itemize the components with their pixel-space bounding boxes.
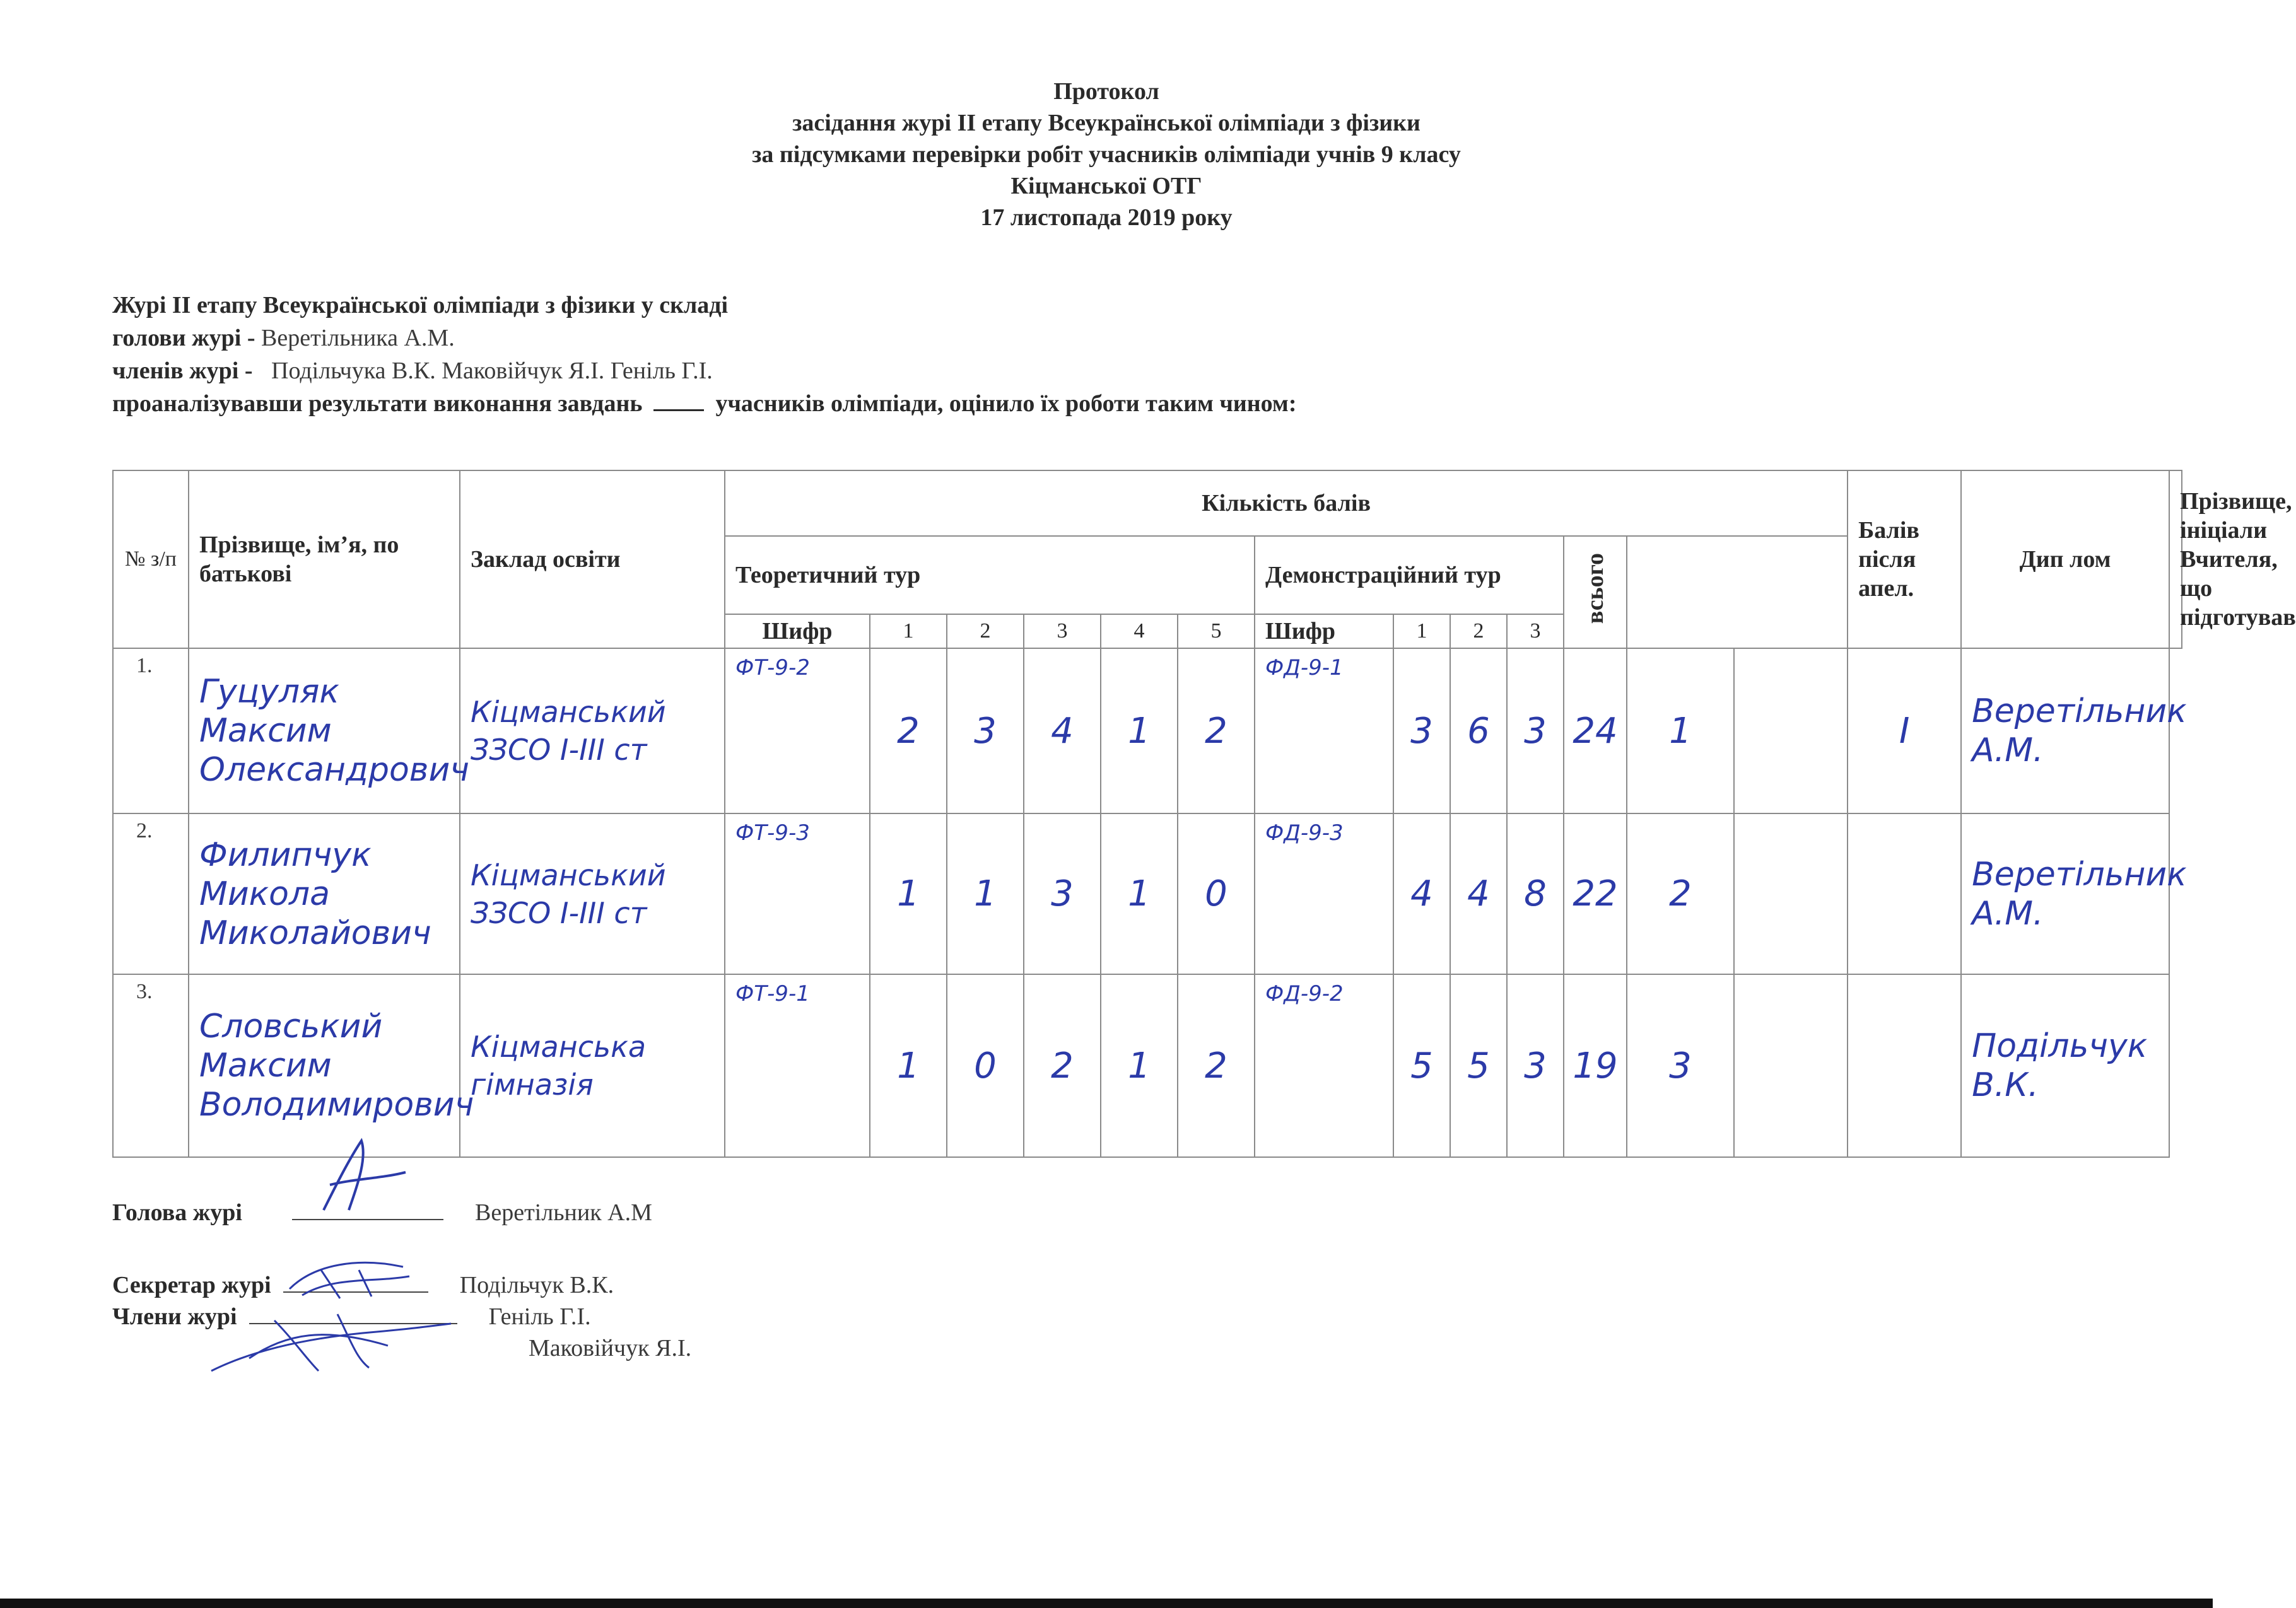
demo-score-3: 3 [1507,974,1564,1157]
demo-cipher: ФД-9-1 [1255,648,1393,813]
header-diploma: Дип лом [1961,470,2169,648]
theory-score-2: 0 [947,974,1024,1157]
header-d3: 3 [1507,614,1564,648]
appeal-score [1734,648,1848,813]
demo-score-2: 6 [1450,648,1507,813]
teacher-name: Веретільник А.М. [1961,813,2169,974]
demo-score-2: 4 [1450,813,1507,974]
total-score: 22 [1564,813,1627,974]
demo-score-1: 4 [1393,813,1450,974]
theory-score-3: 4 [1024,648,1101,813]
participant-school: Кіцманський ЗЗСО І-ІІІ ст [460,648,725,813]
theory-score-5: 0 [1178,813,1255,974]
participant-school: Кіцманський ЗЗСО І-ІІІ ст [460,813,725,974]
title-protocol: Протокол [1053,78,1159,105]
demo-score-3: 8 [1507,813,1564,974]
header-total-text: всього [1582,553,1608,624]
secretary-name: Подільчук В.К. [459,1272,614,1298]
rank-place: 2 [1627,813,1734,974]
teacher-name: Веретільник А.М. [1961,648,2169,813]
theory-score-3: 3 [1024,813,1101,974]
title-date: 17 листопада 2019 року [980,204,1233,231]
diploma-degree [1848,813,1961,974]
members-signature [199,1295,464,1384]
header-d1: 1 [1393,614,1450,648]
header-t3: 3 [1024,614,1101,648]
head-signature [311,1134,412,1223]
participant-name: Гуцуляк Максим Олександрович [189,648,460,813]
theory-score-4: 1 [1101,813,1178,974]
member-2: Маковійчук Я.І. [529,1335,692,1361]
theory-score-1: 2 [870,648,947,813]
header-teacher: Прізвище, ініціали Вчителя, що підготував [2169,470,2182,648]
diploma-degree: І [1848,648,1961,813]
title-results: за підсумками перевірки робіт учасників олімпіади учнів 9 класу [752,141,1461,168]
jury-composition: Журі ІІ етапу Всеукраїнської олімпіади з фізики у складі [112,292,729,318]
participant-name: Филипчук Микола Миколайович [189,813,460,974]
theory-cipher: ФТ-9-1 [725,974,870,1157]
theory-score-1: 1 [870,813,947,974]
table-row [113,648,2182,813]
header-school: Заклад освіти [460,470,725,648]
header-name: Прізвище, ім’я, по батькові [189,470,460,648]
row-num: 3. [113,974,189,1157]
theory-score-2: 3 [947,648,1024,813]
jury-members-label: членів журі - [112,358,253,384]
jury-members-value: Подільчука В.К. Маковійчук Я.І. Геніль Г.І. [271,358,713,384]
demo-score-2: 5 [1450,974,1507,1157]
theory-score-1: 1 [870,974,947,1157]
header-appeal: Балів після апел. [1848,470,1961,648]
total-score: 24 [1564,648,1627,813]
header-theory-cipher: Шифр [725,614,870,648]
demo-cipher: ФД-9-3 [1255,813,1393,974]
header-d2: 2 [1450,614,1507,648]
members-signature-line [249,1302,457,1324]
theory-score-4: 1 [1101,974,1178,1157]
jury-head-label: голови журі - [112,325,255,351]
appeal-score [1734,974,1848,1157]
analysis-line [112,387,1296,420]
head-signature-line [292,1197,443,1220]
theory-cipher: ФТ-9-3 [725,813,870,974]
total-score: 19 [1564,974,1627,1157]
jury-intro [112,289,1296,420]
theory-score-3: 2 [1024,974,1101,1157]
row-num: 2. [113,813,189,974]
theory-score-5: 2 [1178,974,1255,1157]
header-num: № з/п [113,470,189,648]
member-1: Геніль Г.І. [488,1303,591,1330]
analysis-post: учасників олімпіади, оцінило їх роботи таким чином: [715,390,1297,417]
theory-score-5: 2 [1178,648,1255,813]
header-theory: Теоретичний тур [725,536,1255,614]
header-total [1564,536,1627,648]
participant-school: Кіцманська гімназія [460,974,725,1157]
signature-head-line [112,1197,652,1228]
secretary-label: Секретар журі [112,1272,271,1298]
header-demo-cipher: Шифр [1255,614,1393,648]
appeal-score [1734,813,1848,974]
header-t2: 2 [947,614,1024,648]
diploma-degree [1848,974,1961,1157]
head-name: Веретільник А.М [474,1199,652,1226]
rank-place: 3 [1627,974,1734,1157]
results-table [112,470,2296,1158]
theory-cipher: ФТ-9-2 [725,648,870,813]
header-t4: 4 [1101,614,1178,648]
header-points: Кількість балів [725,470,1848,536]
header-t1: 1 [870,614,947,648]
header-t5: 5 [1178,614,1255,648]
title-community: Кіцманської ОТГ [1010,173,1202,199]
demo-score-1: 3 [1393,648,1450,813]
analysis-pre: проаналізувавши результати виконання завдань [112,390,643,417]
header-demo: Демонстраційний тур [1255,536,1564,614]
row-num: 1. [113,648,189,813]
participants-count-blank [653,390,704,411]
demo-score-3: 3 [1507,648,1564,813]
jury-head-line [112,322,1296,354]
scan-edge [0,1599,2213,1608]
rank-place: 1 [1627,648,1734,813]
head-label: Голова журі [112,1199,242,1226]
signature-members-line [112,1301,591,1332]
secretary-signature-line [283,1270,428,1293]
theory-score-2: 1 [947,813,1024,974]
members-label: Члени журі [112,1303,237,1330]
document-title [0,76,2213,233]
signature-member2-line [529,1332,691,1364]
title-meeting: засідання журі ІІ етапу Всеукраїнської олімпіади з фізики [792,110,1420,136]
demo-score-1: 5 [1393,974,1450,1157]
table-row [113,974,2182,1157]
table-row [113,813,2182,974]
theory-score-4: 1 [1101,648,1178,813]
jury-members-line [112,354,1296,387]
participant-name: Словський Максим Володимирович [189,974,460,1157]
teacher-name: Подільчук В.К. [1961,974,2169,1157]
jury-head-value: Веретільника А.М. [261,325,455,351]
demo-cipher: ФД-9-2 [1255,974,1393,1157]
